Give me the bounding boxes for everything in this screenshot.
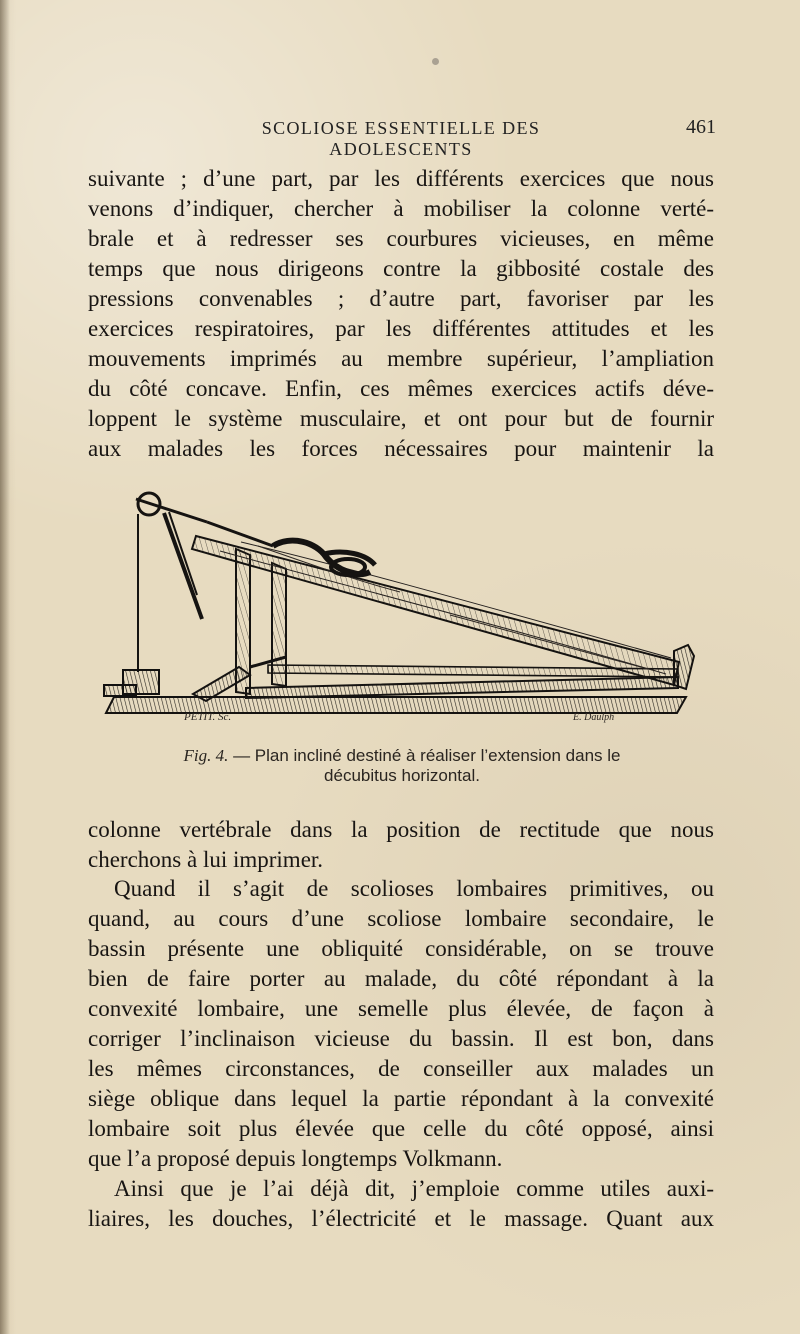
- ink-speck: [432, 58, 439, 65]
- figure-caption-text-1: — Plan incliné destiné à réaliser l’extension dans le: [233, 746, 621, 765]
- figure-caption-label: Fig. 4.: [183, 746, 229, 765]
- figure-caption-line-1: [132, 746, 672, 766]
- paragraph1-line-3: brale et à redresser ses courbures vicieuses, en même: [88, 226, 714, 251]
- paragraph3-line-10: que l’a proposé depuis longtemps Volkmann.: [88, 1146, 503, 1171]
- paragraph3-line-3: bassin présente une obliquité considérable, on se trouve: [88, 936, 714, 961]
- paragraph1-line-2: venons d’indiquer, chercher à mobiliser la colonne verté-: [88, 196, 714, 221]
- inclined-plane-engraving: [96, 487, 706, 725]
- engraver-signature-left: PETIT. Sc.: [184, 711, 232, 723]
- paragraph1-line-7: mouvements imprimés au membre supérieur, l’ampliation: [88, 346, 714, 371]
- wooden-frame: [193, 549, 678, 701]
- paragraph3-line-8: siège oblique dans lequel la partie répondant à la convexité: [88, 1086, 714, 1111]
- paragraph3-line-7: les mêmes circonstances, de conseiller aux malades un: [88, 1056, 714, 1081]
- paragraph3-line-5: convexité lombaire, une semelle plus élevée, de façon à: [88, 996, 714, 1021]
- paragraph3-line-2: quand, au cours d’une scoliose lombaire secondaire, le: [88, 906, 714, 931]
- paragraph2-line-1: colonne vertébrale dans la position de rectitude que nous: [88, 817, 714, 842]
- book-gutter-shadow: [0, 0, 10, 1334]
- paragraph1-line-9: loppent le système musculaire, et ont pour but de fournir: [88, 406, 714, 431]
- paragraph1-line-5: pressions convenables ; d’autre part, favoriser par les: [88, 286, 714, 311]
- paragraph1-line-6: exercices respiratoires, par les différentes attitudes et les: [88, 316, 714, 341]
- figure-caption: [132, 746, 672, 786]
- paragraph3-line-1: Quand il s’agit de scolioses lombaires primitives, ou: [114, 876, 714, 901]
- paragraph3-line-6: corriger l’inclinaison vicieuse du bassin. Il est bon, dans: [88, 1026, 714, 1051]
- paragraph2-line-2: cherchons à lui imprimer.: [88, 847, 324, 872]
- paragraph4-line-1: Ainsi que je l’ai déjà dit, j’emploie comme utiles auxi-: [114, 1176, 714, 1201]
- inclined-plane-illustration: [96, 487, 706, 725]
- paragraph1-line-10: aux malades les forces nécessaires pour maintenir la: [88, 436, 714, 461]
- paragraph1-line-1: suivante ; d’une part, par les différents exercices que nous: [88, 166, 714, 191]
- paragraph4-line-2: liaires, les douches, l’électricité et le massage. Quant aux: [88, 1206, 714, 1231]
- paragraph3-line-4: bien de faire porter au malade, du côté répondant à la: [88, 966, 714, 991]
- paragraph1-line-4: temps que nous dirigeons contre la gibbosité costale des: [88, 256, 714, 281]
- running-header-title: SCOLIOSE ESSENTIELLE DES ADOLESCENTS: [261, 118, 541, 159]
- paragraph1-line-8: du côté concave. Enfin, ces mêmes exercices actifs déve-: [88, 376, 714, 401]
- paragraph3-line-9: lombaire soit plus élevée que celle du côté opposé, ainsi: [88, 1116, 714, 1141]
- engraver-signature-right: E. Daulph: [573, 712, 615, 723]
- figure-caption-line-2: décubitus horizontal.: [324, 766, 480, 785]
- page-number: 461: [686, 116, 716, 138]
